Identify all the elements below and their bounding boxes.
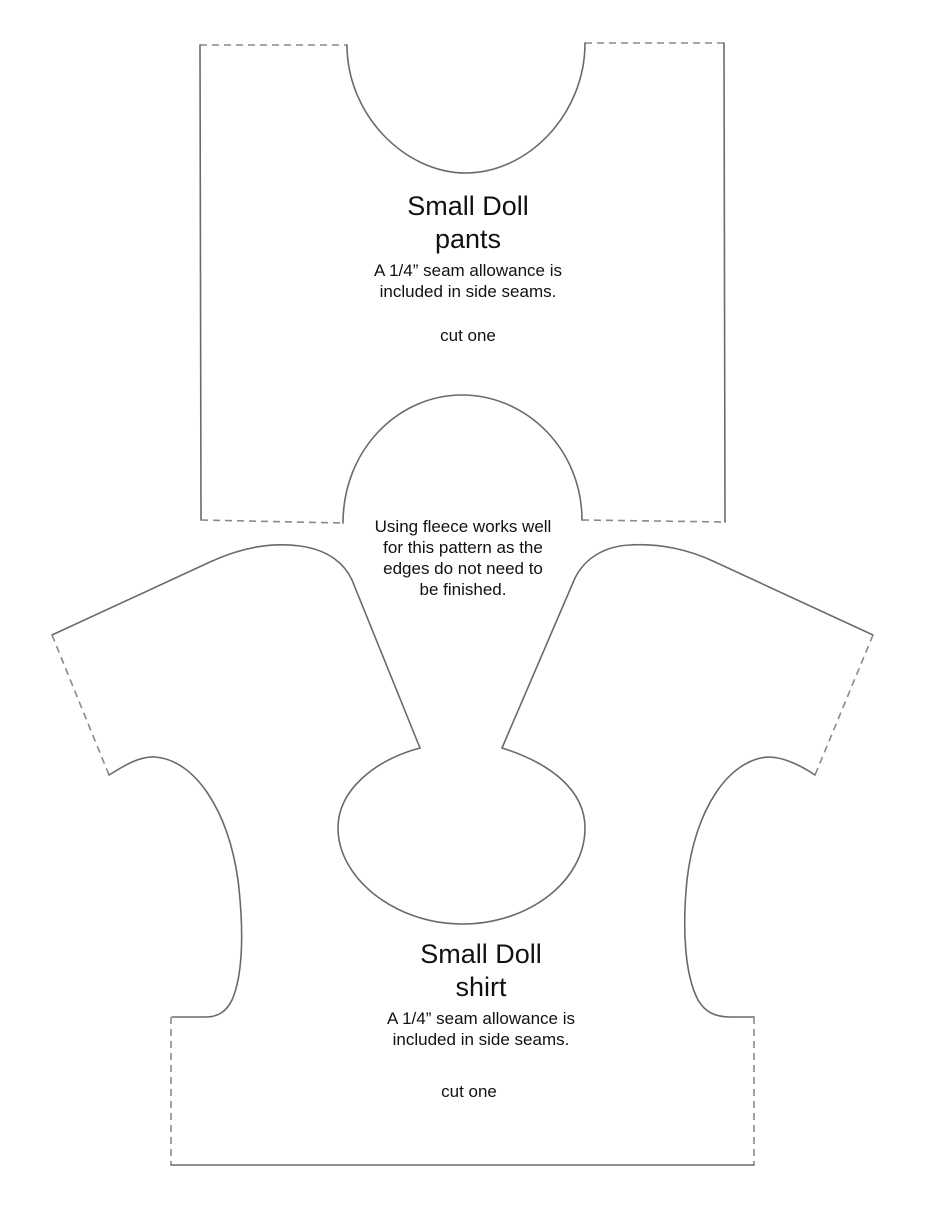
pants-cut-instruction: cut one <box>440 326 496 345</box>
fleece-note-line4: be finished. <box>419 580 507 599</box>
pants-label-block <box>318 190 618 346</box>
pants-right-side-seam <box>724 43 725 522</box>
shirt-seam-note-line2: included in side seams. <box>392 1030 570 1049</box>
shirt-seam-note-line1: A 1/4” seam allowance is <box>386 1009 576 1028</box>
pants-bottom-left-hem-line <box>201 520 343 523</box>
shirt-pattern-piece <box>52 545 873 1165</box>
shirt-cut-instruction: cut one <box>441 1082 497 1101</box>
pants-crotch-curve <box>343 395 582 523</box>
shirt-right-sleeve-hem-line <box>815 635 873 775</box>
fleece-note-block <box>333 516 593 600</box>
pants-title-line2: pants <box>434 224 502 254</box>
shirt-left-sleeve-hem-line <box>52 635 109 775</box>
shirt-label-block <box>331 938 631 1050</box>
fleece-note-line1: Using fleece works well <box>374 517 552 536</box>
shirt-neckline-curve <box>338 748 585 924</box>
shirt-cut-block <box>369 1082 569 1102</box>
pants-left-side-seam <box>200 45 201 520</box>
pants-title-line1: Small Doll <box>407 191 529 221</box>
pants-bottom-right-hem-line <box>582 520 725 522</box>
fleece-note-line3: edges do not need to <box>383 559 543 578</box>
shirt-right-underarm-curve <box>685 757 815 1017</box>
pants-waist-curve <box>347 43 585 173</box>
shirt-title-line1: Small Doll <box>420 939 542 969</box>
pants-seam-note-line1: A 1/4” seam allowance is <box>373 261 563 280</box>
shirt-left-underarm-curve <box>109 757 242 1017</box>
shirt-title-line2: shirt <box>455 972 507 1002</box>
fleece-note-line2: for this pattern as the <box>383 538 543 557</box>
pants-seam-note-line2: included in side seams. <box>379 282 557 301</box>
